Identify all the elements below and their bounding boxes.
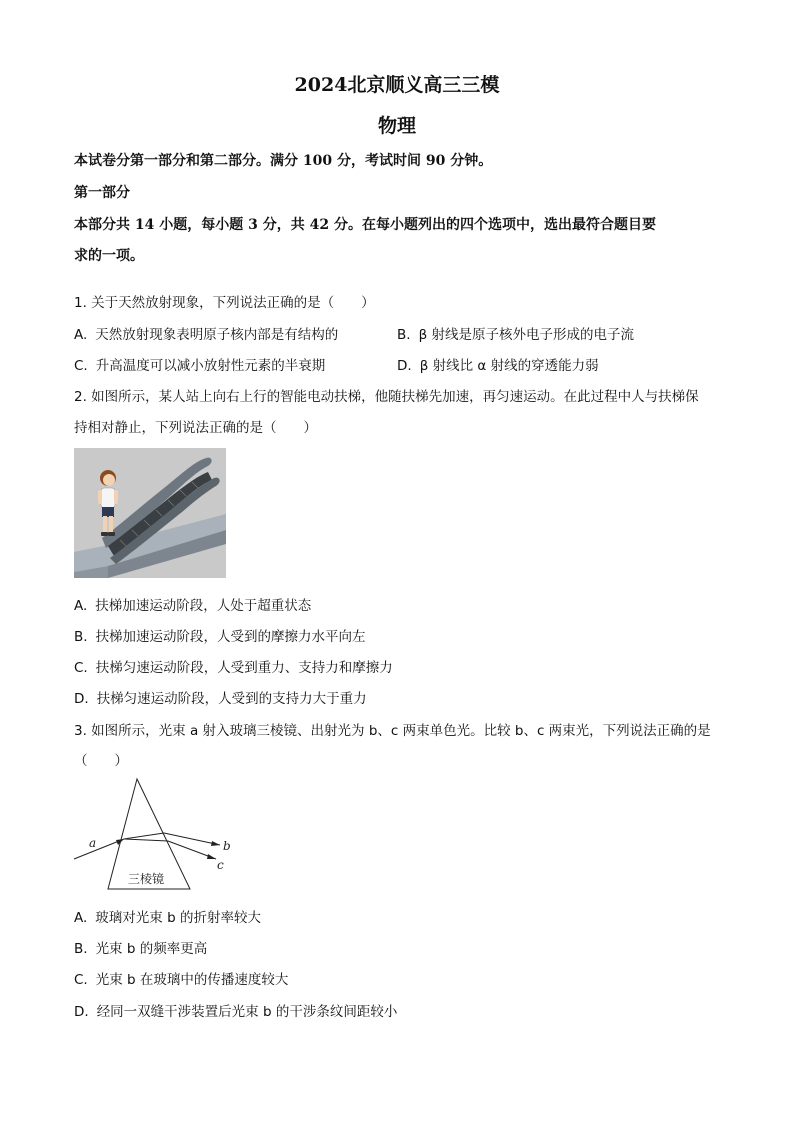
question-2-option-b <box>74 625 366 645</box>
prism-diagram <box>72 775 242 895</box>
option-text: 天然放射现象表明原子核内部是有结构的 <box>95 327 339 343</box>
option-text: 光束 b 的频率更高 <box>95 941 208 957</box>
option-text: 经同一双缝干涉装置后光束 b 的干涉条纹间距较小 <box>96 1004 398 1020</box>
question-1-option-b <box>397 323 634 343</box>
option-text: 扶梯匀速运动阶段，人受到重力、支持力和摩擦力 <box>95 660 393 676</box>
option-text: 扶梯加速运动阶段，人受到的摩擦力水平向左 <box>95 629 366 645</box>
option-label: A. <box>74 910 88 926</box>
question-2-option-c <box>74 656 393 676</box>
ray-c-label: c <box>217 858 224 872</box>
question-3-stem-line1: 3. 如图所示，光束 a 射入玻璃三棱镜、出射光为 b、c 两束单色光。比较 b、c 两束光，下列说法正确的是 <box>74 723 711 739</box>
subject-title: 物理 <box>377 115 416 137</box>
question-3-option-a <box>74 906 261 926</box>
question-3-option-c <box>74 968 288 988</box>
ray-c-arrow <box>207 854 216 859</box>
option-text: 扶梯匀速运动阶段，人受到的支持力大于重力 <box>96 691 367 707</box>
part1-description-line2: 求的一项。 <box>74 248 144 264</box>
question-1-option-a <box>74 323 338 343</box>
option-label: D. <box>74 1004 89 1020</box>
option-text: β 射线是原子核外电子形成的电子流 <box>418 327 634 343</box>
question-2-option-d <box>74 687 367 707</box>
escalator-figure <box>74 448 226 578</box>
ray-a-label: a <box>89 836 97 850</box>
prism-label: 三棱镜 <box>128 872 165 886</box>
part1-description-line1: 本部分共 14 小题，每小题 3 分，共 42 分。在每小题列出的四个选项中，选出最符合题目要 <box>74 217 656 233</box>
option-text: 玻璃对光束 b 的折射率较大 <box>95 910 261 926</box>
option-label: C. <box>74 358 88 374</box>
question-1-stem: 1. 关于天然放射现象，下列说法正确的是（ ） <box>74 295 375 311</box>
escalator-illustration <box>74 448 226 578</box>
prism-figure <box>72 775 242 895</box>
ray-b-arrow <box>211 841 220 846</box>
option-label: D. <box>74 691 89 707</box>
ray-b-label: b <box>223 839 231 853</box>
question-1-option-d <box>397 354 599 374</box>
question-2-option-a <box>74 594 311 614</box>
option-text: β 射线比 α 射线的穿透能力弱 <box>419 358 599 374</box>
question-1-option-c <box>74 354 325 374</box>
exam-info: 本试卷分第一部分和第二部分。满分 100 分，考试时间 90 分钟。 <box>74 153 493 169</box>
question-3-option-d <box>74 1000 397 1020</box>
question-2-stem-line1: 2. 如图所示，某人站上向右上行的智能电动扶梯，他随扶梯先加速，再匀速运动。在此过程中人与扶梯保 <box>74 389 699 405</box>
question-2-stem-line2: 持相对静止，下列说法正确的是（ ） <box>74 420 317 436</box>
option-label: D. <box>397 358 412 374</box>
option-label: C. <box>74 972 88 988</box>
option-label: B. <box>74 629 88 645</box>
part1-title: 第一部分 <box>74 185 130 201</box>
option-text: 光束 b 在玻璃中的传播速度较大 <box>95 972 289 988</box>
option-label: A. <box>74 598 88 614</box>
option-text: 升高温度可以减小放射性元素的半衰期 <box>95 358 326 374</box>
option-label: B. <box>74 941 88 957</box>
option-label: A. <box>74 327 88 343</box>
option-text: 扶梯加速运动阶段，人处于超重状态 <box>95 598 312 614</box>
option-label: B. <box>397 327 411 343</box>
option-label: C. <box>74 660 88 676</box>
question-3-stem-line2: （ ） <box>74 753 128 769</box>
page-title: 2024北京顺义高三三模 <box>294 74 500 96</box>
question-3-option-b <box>74 937 207 957</box>
